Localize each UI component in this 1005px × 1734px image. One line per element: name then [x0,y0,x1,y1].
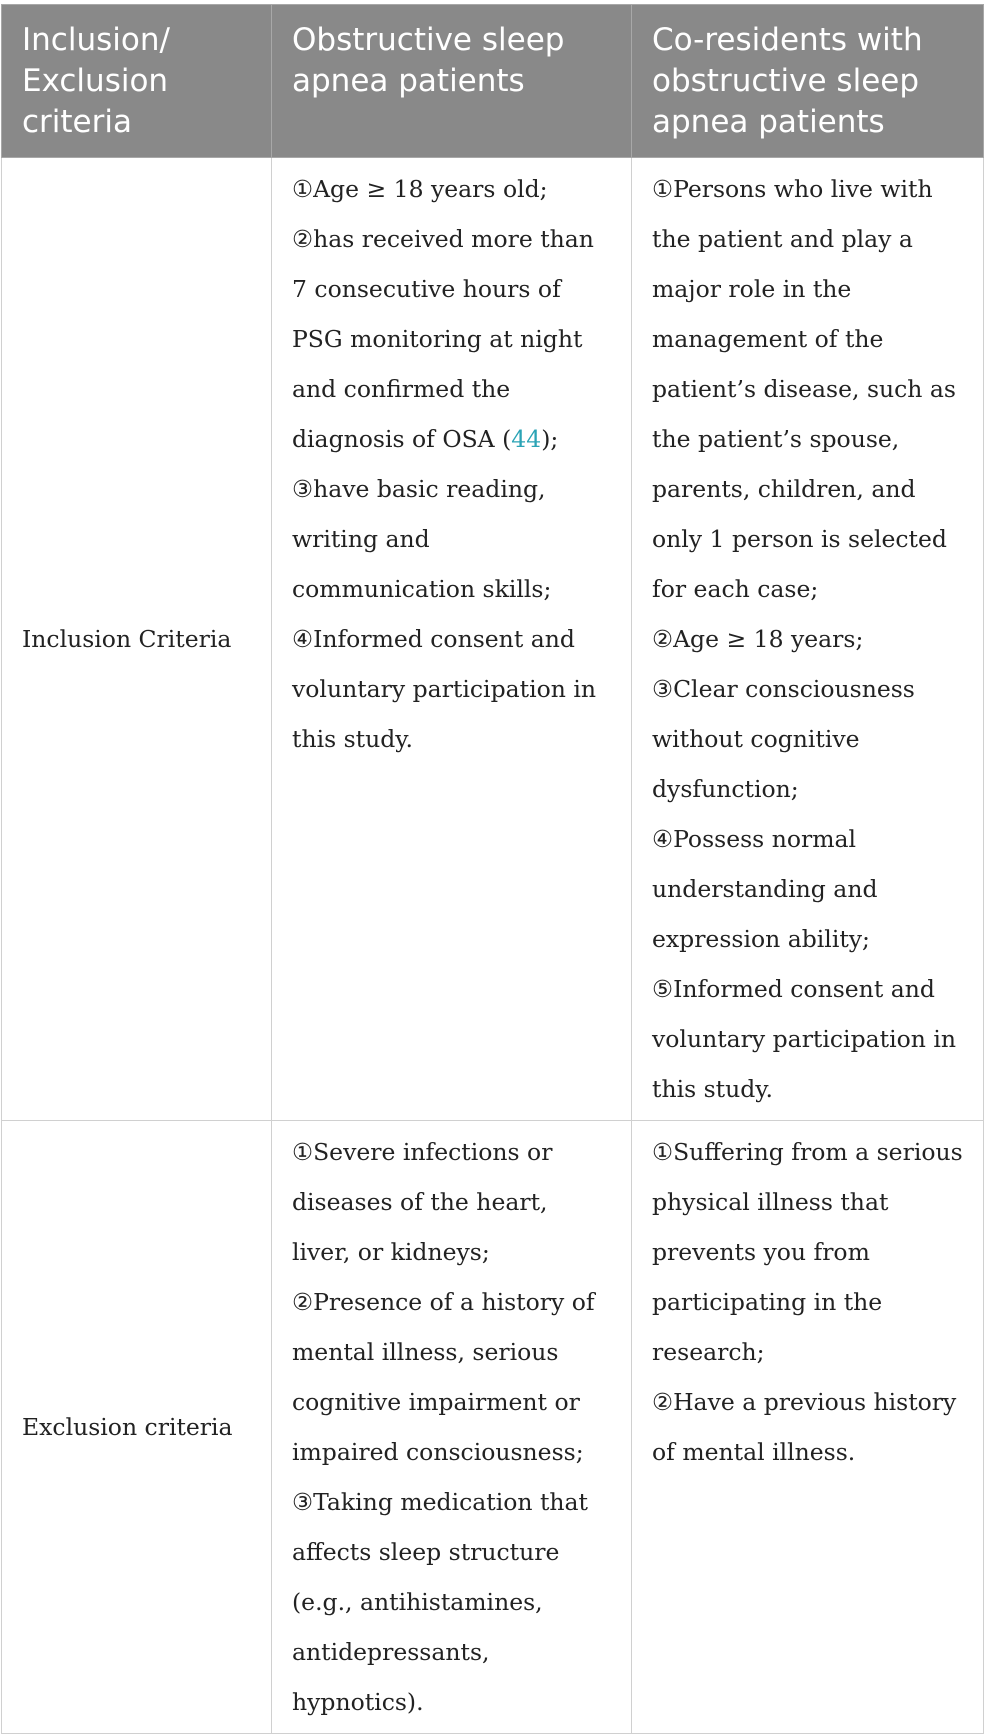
criteria-item: ②Have a previous history of mental illness. [652,1388,957,1466]
criteria-item: ①Severe infections or diseases of the heart, liver, or kidneys; [292,1138,553,1266]
inclusion-coresidents-cell [632,158,984,1121]
criteria-item-text: ②has received more than 7 consecutive hours of PSG monitoring at night and confirmed the diagnosis of OSA ( [292,225,594,453]
criteria-item: ②Age ≥ 18 years; [652,625,864,653]
header-co-residents: Co-residents with obstructive sleep apnea patients [632,5,984,158]
table-body [2,158,984,1734]
criteria-item: ①Suffering from a serious physical illness that prevents you from participating in the research; [652,1138,963,1366]
criteria-item: ①Age ≥ 18 years old; [292,175,548,203]
criteria-item: ④Possess normal understanding and expression ability; [652,825,878,953]
row-label-inclusion: Inclusion Criteria [2,158,272,1121]
criteria-item [292,214,613,464]
criteria-item-text: ); [541,425,559,453]
table-header [2,5,984,158]
criteria-item: ②Presence of a history of mental illness, serious cognitive impairment or impaired consciousness; [292,1288,595,1466]
inclusion-patients-cell [272,158,632,1121]
criteria-item: ③have basic reading, writing and communication skills; [292,475,552,603]
header-osa-patients: Obstructive sleep apnea patients [272,5,632,158]
header-criteria-type: Inclusion/ Exclusion criteria [2,5,272,158]
citation-link[interactable]: 44 [511,425,542,453]
exclusion-patients-cell [272,1121,632,1734]
criteria-item: ④Informed consent and voluntary participation in this study. [292,625,596,753]
criteria-table [1,4,984,1734]
table-row [2,158,984,1121]
criteria-item: ⑤Informed consent and voluntary participation in this study. [652,975,956,1103]
table-row [2,1121,984,1734]
criteria-item: ①Persons who live with the patient and play a major role in the management of the patient’s disease, such as the patient’s spouse, parents, children, and only 1 person is selected for each case; [652,175,956,603]
row-label-exclusion: Exclusion criteria [2,1121,272,1734]
criteria-item: ③Clear consciousness without cognitive dysfunction; [652,675,915,803]
header-row [2,5,984,158]
exclusion-coresidents-cell [632,1121,984,1734]
criteria-item: ③Taking medication that affects sleep structure (e.g., antihistamines, antidepressants, hypnotics). [292,1488,588,1716]
